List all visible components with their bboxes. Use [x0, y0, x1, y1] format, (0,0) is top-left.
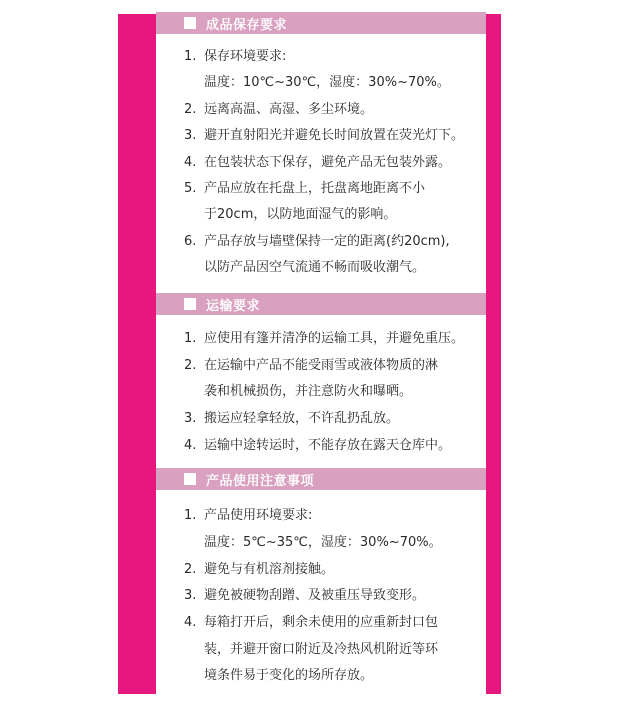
section-header-usage [156, 468, 486, 490]
section-title: 成品保存要求 [206, 17, 288, 33]
section-title: 产品使用注意事项 [206, 473, 315, 489]
section-header-storage [156, 12, 486, 34]
square-bullet-icon [184, 17, 196, 29]
square-bullet-icon [184, 473, 196, 485]
section-header-transport [156, 293, 486, 315]
section-title: 运输要求 [206, 298, 261, 314]
square-bullet-icon [184, 298, 196, 310]
